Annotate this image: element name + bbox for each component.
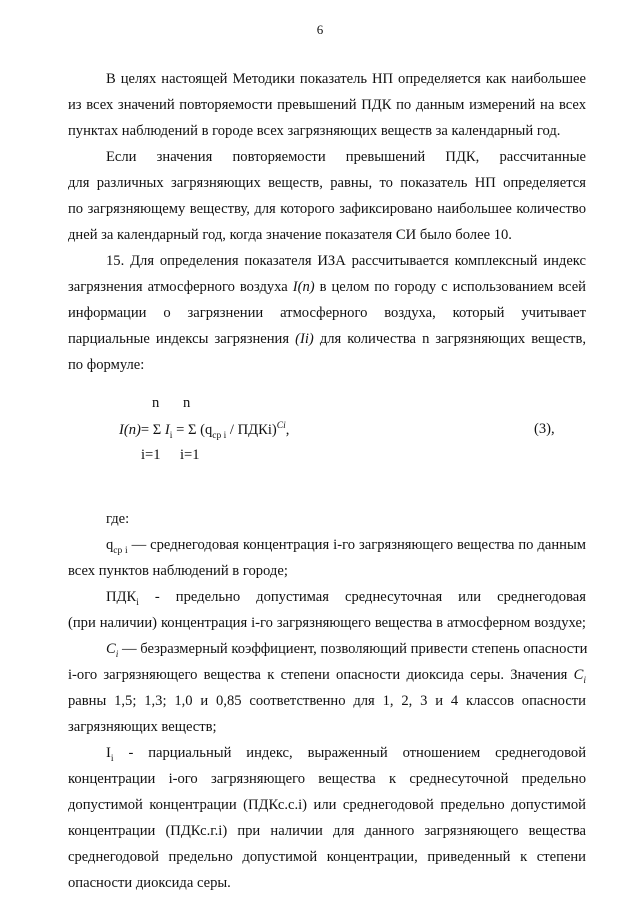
formula-expression: I(n)= Σ $I_i = \Sigma$ ($q_{ср i}$ / ПДКi)$^{Ci}$,: [119, 421, 290, 441]
symbol-Ii: (Ii): [295, 331, 314, 347]
paragraph-line: дней за календарный год, когда значение показателя СИ было более 10.: [68, 227, 512, 243]
paragraph-line: по формуле:: [68, 357, 145, 373]
paragraph-line: информации о загрязнении атмосферного воздуха, который учитывает: [68, 305, 586, 321]
paragraph-line: из всех значений повторяемости превышений ПДК по данным измерений на всех: [68, 97, 586, 113]
definition-line: $C_i$ — безразмерный коэффициент, позволяющий привести степень опасности: [106, 641, 588, 660]
paragraph-line: В целях настоящей Методики показатель НП определяется как наибольшее: [106, 71, 586, 87]
paragraph-line: по загрязняющему веществу, для которого зафиксировано наибольшее количество: [68, 201, 586, 217]
definition-line: $ПДК_i$ - предельно допустимая среднесуточная или среднегодовая: [106, 589, 586, 608]
paragraph-line: всех пунктов наблюдений в городе;: [68, 563, 288, 579]
paragraph-line: загрязняющих веществ;: [68, 719, 217, 735]
paragraph-line: равны 1,5; 1,3; 1,0 и 0,85 соответственно для 1, 2, 3 и 4 классов опасности: [68, 693, 586, 709]
symbol-I-n: I(n): [292, 279, 315, 295]
paragraph-line: допустимой концентрации (ПДКс.с.i) или среднегодовой предельно допустимой: [68, 797, 586, 813]
paragraph-line: концентрации (ПДКс.г.i) при наличии для данного загрязняющего вещества: [68, 823, 586, 839]
formula-upper-limit: n: [183, 395, 191, 411]
paragraph-line: концентрации i-ого загрязняющего вещества к среднесуточной предельно: [68, 771, 586, 787]
definition-line: $q_{ср i}$ — среднегодовая концентрация i-го загрязняющего вещества по данным: [106, 537, 586, 556]
formula-lower-limit: i=1: [180, 447, 200, 463]
paragraph-line: пунктах наблюдений в городе всех загрязняющих веществ за календарный год.: [68, 123, 561, 139]
paragraph-line: среднегодовой предельно допустимой концентрации, приведенный к степени: [68, 849, 586, 865]
paragraph-line: парциальные индексы загрязнения (Ii) для количества n загрязняющих веществ,: [68, 331, 586, 347]
paragraph-line: где:: [106, 511, 130, 527]
formula-upper-limit: n: [152, 395, 160, 411]
paragraph-line: для различных загрязняющих веществ, равны, то показатель НП определяется: [68, 175, 586, 191]
paragraph-line: загрязнения атмосферного воздуха I(n) в целом по городу с использованием всей: [68, 279, 586, 295]
definition-line: $I_i$ - парциальный индекс, выраженный отношением среднегодовой: [106, 745, 587, 764]
paragraph-line: (при наличии) концентрация i-го загрязняющего вещества в атмосферном воздухе;: [68, 615, 586, 631]
formula-number: (3),: [534, 421, 555, 437]
page-number: 6: [316, 22, 324, 37]
paragraph-line: 15. Для определения показателя ИЗА рассчитывается комплексный индекс: [106, 253, 586, 269]
paragraph-line: Если значения повторяемости превышений ПДК, рассчитанные: [106, 149, 586, 165]
paragraph-line: i-ого загрязняющего вещества к степени опасности диоксида серы. Значения $C_i$: [68, 667, 586, 686]
paragraph-line: опасности диоксида серы.: [68, 875, 231, 891]
formula-lower-limit: i=1: [141, 447, 161, 463]
